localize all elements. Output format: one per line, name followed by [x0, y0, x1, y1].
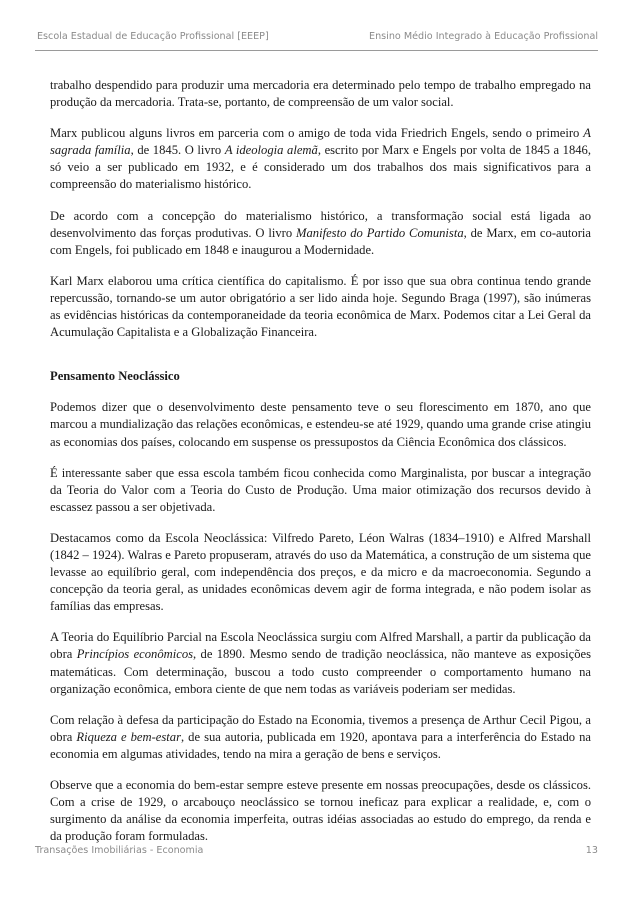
- paragraph-7: Destacamos como da Escola Neoclássica: Vilfredo Pareto, Léon Walras (1834–1910) e Alfred Marshall (1842 – 1924). Walras e Pareto propuseram, através do uso da Matemática, a construção de um sistema que levasse ao equilíbrio geral, com independência dos preços, e da micro e da macroeconomia. Segundo a concepção da teoria geral, as unidades econômicas devem agir de forma integrada, e não podem isolar as famílias das empresas.: [50, 530, 591, 614]
- book-title-principios: Princípios econômicos: [76, 647, 194, 662]
- paragraph-2-text-b: , de 1845. O livro: [130, 143, 225, 158]
- paragraph-6: É interessante saber que essa escola também ficou conhecida como Marginalista, por buscar a integração da Teoria do Valor com a Teoria do Custo de Produção. Uma maior otimização dos recursos devido à escassez passou a ser objetivada.: [50, 465, 591, 514]
- page-number: 13: [585, 845, 598, 856]
- paragraph-10: Observe que a economia do bem-estar sempre esteve presente em nossas preocupações, desde os clássicos. Com a crise de 1929, o arcabouço neoclássico se tornou ineficaz para explicar a realidade, e, com o surgimento da análise da economia imperfeita, outras idéias associadas ao estudo do emprego, da renda e da produção foram formuladas.: [50, 778, 591, 844]
- paragraph-4: Karl Marx elaborou uma crítica científica do capitalismo. É por isso que sua obra continua tendo grande repercussão, tornando-se um autor obrigatório a ser lido ainda hoje. Segundo Braga (1997), são inúmeras as evidências históricas da contemporaneidade da teoria econômica de Marx. Podemos citar a Lei Geral da Acumulação Capitalista e a Globalização Financeira.: [50, 273, 591, 340]
- paragraph-3-text-a: De acordo com a concepção do materialismo histórico, a transformação social está ligada ao desenvolvimento das forças produtivas. O livro: [50, 208, 591, 240]
- paragraph-2-text-c: , escrito por Marx e Engels por volta de 1845 a 1846, só veio a ser publicado em 1932, e é considerado um dos trabalhos dos mais significativos para a compreensão do materialismo histórico.: [50, 143, 591, 192]
- paragraph-8: [50, 629, 591, 697]
- book-title-manifesto: Manifesto do Partido Comunista: [296, 225, 464, 240]
- paragraph-9-text-a: Com relação à defesa da participação do Estado na Economia, tivemos a presença de Arthur Cecil Pigou, a obra: [50, 712, 591, 744]
- paragraph-8-text-a: A Teoria do Equilíbrio Parcial na Escola Neoclássica surgiu com Alfred Marshall, a partir da publicação da obra: [50, 630, 591, 662]
- section-heading: Pensamento Neoclássico: [50, 369, 180, 384]
- paragraph-5: Podemos dizer que o desenvolvimento deste pensamento teve o seu florescimento em 1870, ano que marcou a mundialização das relações econômicas, e estendeu-se até 1929, quando uma grande crise atingiu as economias dos países, colocando em suspense os pressupostos da Ciência Econômica dos clássicos.: [50, 400, 591, 449]
- book-title-riqueza: Riqueza e bem-estar: [76, 729, 181, 744]
- paragraph-3: [50, 208, 591, 259]
- paragraph-2: [50, 125, 591, 193]
- paragraph-3-text-b: , de Marx, em co-autoria com Engels, foi publicado em 1848 e inaugurou a Modernidade.: [50, 225, 591, 257]
- paragraph-8-text-b: , de 1890. Mesmo sendo de tradição neoclássica, não manteve as exposições matemáticas. Com determinação, buscou a todo custo compreender o comportamento humano na organização econômica, embora ciente de que nem todas as variáveis poderiam ser medidas.: [50, 647, 591, 696]
- header-course-name: Ensino Médio Integrado à Educação Profissional: [369, 31, 598, 42]
- paragraph-2-text-a: Marx publicou alguns livros em parceria com o amigo de toda vida Friedrich Engels, sendo o primeiro: [50, 126, 584, 141]
- paragraph-9-text-b: , de sua autoria, publicada em 1920, apontava para a interferência do Estado na economia em algumas atividades, tendo na mira a geração de bens e serviços.: [50, 729, 591, 761]
- book-title-ideologia-alema: A ideologia alemã: [224, 143, 318, 158]
- header-school-name: Escola Estadual de Educação Profissional [EEEP]: [37, 31, 269, 42]
- paragraph-1: trabalho despendido para produzir uma mercadoria era determinado pelo tempo de trabalho empregado na produção da mercadoria. Trata-se, portanto, de compreensão de um valor social.: [50, 78, 591, 110]
- paragraph-9: [50, 712, 591, 763]
- document-body: [50, 77, 591, 859]
- book-title-sagrada-familia: A sagrada família: [50, 126, 591, 158]
- page-header: [35, 24, 598, 51]
- footer-course-title: Transações Imobiliárias - Economia: [35, 845, 204, 856]
